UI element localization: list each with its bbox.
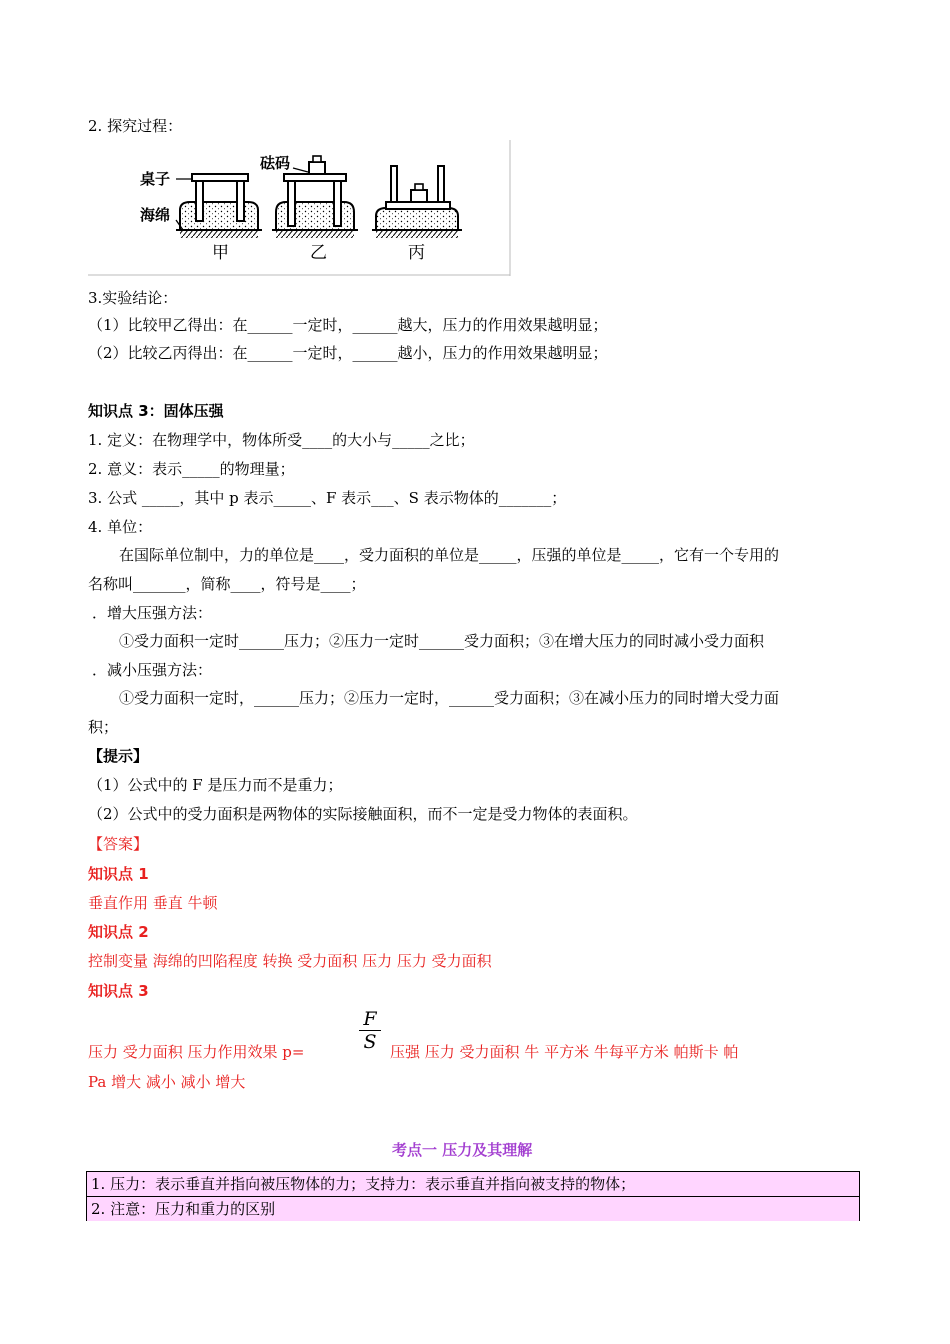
caption-yi: 乙 [310,243,327,263]
answer-kp3-line2: Pa 增大 减小 减小 增大 [88,1073,246,1091]
decrease-title: ．减小压强方法： [92,661,213,679]
kp3-item-meaning: 2. 意义：表示_____的物理量； [88,460,295,478]
answer-heading: 【答案】 [88,835,149,853]
conclusion-1: （1）比较甲乙得出：在______一定时，______越大，压力的作用效果越明显； [88,316,608,334]
increase-title: ．增大压强方法： [92,604,213,622]
answer-kp3-line1b: 压强 压力 受力面积 牛 平方米 牛每平方米 帕斯卡 帕 [390,1043,739,1061]
caption-bing: 丙 [408,243,425,263]
exam-point-title: 考点一 压力及其理解 [392,1141,533,1159]
formula-numerator: F [363,1008,377,1030]
setup-yi [272,156,358,263]
kp3-item-formula: 3. 公式 _____，其中 p 表示_____、F 表示___、S 表示物体的_______； [88,489,567,507]
answer-kp3-line1a: 压力 受力面积 压力作用效果 p= [88,1043,305,1061]
pressure-formula [358,1008,382,1053]
table-row: 2. 注意：压力和重力的区别 [86,1196,860,1221]
answer-kp1-heading: 知识点 1 [88,865,149,883]
answer-kp2: 控制变量 海绵的凹陷程度 转换 受力面积 压力 压力 受力面积 [88,952,492,970]
label-table: 桌子 [140,170,171,188]
tip-1: （1）公式中的 F 是压力而不是重力； [88,776,343,794]
answer-kp3-heading: 知识点 3 [88,982,149,1000]
setup-bing [372,166,462,263]
formula-denominator: S [363,1031,377,1053]
decrease-methods-2: 积； [88,718,119,736]
setup-jia [176,174,262,263]
table-row: 1. 压力：表示垂直并指向被压物体的力；支持力：表示垂直并指向被支持的物体； [86,1171,860,1197]
increase-methods: ①受力面积一定时______压力；②压力一定时______受力面积；③在增大压力的同时减小受力面积 [119,632,765,650]
experiment-figure [88,140,512,278]
decrease-methods-1: ①受力面积一定时，______压力；②压力一定时，______受力面积；③在减小压力的同时增大受力面 [119,689,780,707]
answer-kp1: 垂直作用 垂直 牛顿 [88,894,218,912]
section-2-title: 2. 探究过程： [88,117,183,135]
kp3-item-definition: 1. 定义：在物理学中，物体所受____的大小与_____之比； [88,431,475,449]
label-sponge: 海绵 [140,206,171,224]
kp3-heading: 知识点 3：固体压强 [88,402,224,420]
unit-line-2: 名称叫_______，简称____，符号是____； [88,575,366,593]
tip-2: （2）公式中的受力面积是两物体的实际接触面积，而不一定是受力物体的表面积。 [88,805,638,823]
section-3-title: 3.实验结论： [88,289,178,307]
label-weight: 砝码 [260,154,291,172]
answer-kp2-heading: 知识点 2 [88,923,149,941]
unit-line-1: 在国际单位制中，力的单位是____，受力面积的单位是_____，压强的单位是_____，它有一个专用的 [119,546,780,564]
tip-heading: 【提示】 [88,747,149,765]
kp3-item-unit: 4. 单位： [88,518,153,536]
caption-jia: 甲 [212,243,229,263]
conclusion-2: （2）比较乙丙得出：在______一定时，______越小，压力的作用效果越明显； [88,344,608,362]
